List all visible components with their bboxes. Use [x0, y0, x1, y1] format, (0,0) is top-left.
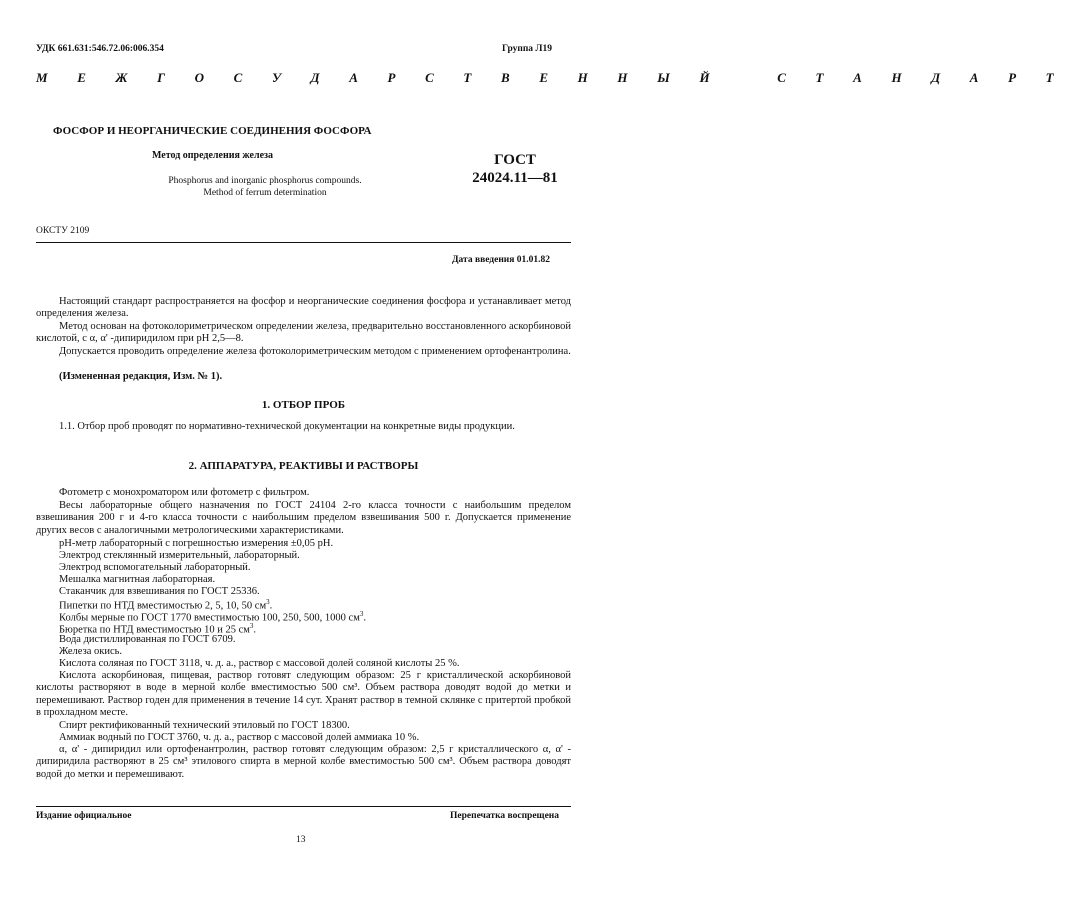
dipyridyl-paragraph: α, α' - дипиридил или ортофенантролин, раствор готовят следующим образом: 2,5 г кристаллического α, α' - дипиридила растворяют в 25 см³ этилового спирта в мерной колбе вместимостью 500 см³. Объем раствора доводят водой до метки и перемешивают. — [36, 744, 571, 780]
document-title: ФОСФОР И НЕОРГАНИЧЕСКИЕ СОЕДИНЕНИЯ ФОСФОРА — [53, 125, 372, 137]
intro-date — [452, 255, 550, 265]
section-2-heading: 2. АППАРАТУРА, РЕАКТИВЫ И РАСТВОРЫ — [188, 460, 419, 472]
banner-word-1: М Е Ж Г О С У Д А Р С Т В Е Н Н Ы Й — [36, 70, 723, 85]
equipment-item: Мешалка магнитная лабораторная. — [59, 574, 216, 585]
amendment-note: (Измененная редакция, Изм. № 1). — [59, 371, 223, 382]
method-subtitle: Метод определения железа — [152, 150, 274, 161]
udk-code: УДК 661.631:546.72.06:006.354 — [36, 44, 164, 54]
intro-date-label: Дата введения — [452, 255, 515, 265]
intro-paragraph-2: Метод основан на фотоколориметрическом определении железа, предварительно восстановленного аскорбиновой кислотой, с α, α' -дипиридилом при pH 2,5—8. — [36, 321, 571, 345]
reagent-item: Железа окись. — [59, 646, 123, 657]
flasks-item: Колбы мерные по ГОСТ 1770 вместимостью 100, 250, 500, 1000 $см^3$. — [59, 610, 366, 624]
intro-date-value: 01.01.82 — [516, 255, 551, 265]
pipettes-item: Пипетки по НТД вместимостью 2, 5, 10, 50 $см^3$. — [59, 598, 273, 612]
reprint-notice: Перепечатка воспрещена — [450, 811, 560, 821]
equipment-item: Электрод стеклянный измерительный, лабораторный. — [59, 550, 300, 561]
english-title-2: Method of ferrum determination — [203, 188, 327, 198]
group-code: Группа Л19 — [502, 44, 553, 54]
photometer-line: Фотометр с монохроматором или фотометр с фильтром. — [59, 487, 310, 498]
divider-top — [36, 242, 571, 243]
reagent-item: Кислота соляная по ГОСТ 3118, ч. д. а., раствор с массовой долей соляной кислоты 25 %. — [59, 658, 460, 669]
intro-paragraph-1: Настоящий стандарт распространяется на фосфор и неорганические соединения фосфора и устанавливает метод определения железа. — [36, 296, 571, 320]
ascorbic-acid-paragraph: Кислота аскорбиновая, пищевая, раствор готовят следующим образом: 25 г кристаллической аскорбиновой кислоты растворяют в воде в мерной колбе вместимостью 500 см³. Объем раствора доводят водой до метки и перемешивают. Раствор годен для применения в течение 14 сут. Хранят раствор в темной склянке с притертой пробкой в прохладном месте. — [36, 670, 571, 719]
banner-word-2: С Т А Н Д А Р Т — [777, 70, 1067, 85]
divider-bottom — [36, 806, 571, 807]
intro-paragraph-3: Допускается проводить определение железа фотоколориметрическим методом с применением ортофенантролина. — [59, 346, 571, 357]
ammonia-item: Аммиак водный по ГОСТ 3760, ч. д. а., раствор с массовой долей аммиака 10 %. — [59, 732, 420, 743]
section-1-paragraph: 1.1. Отбор проб проводят по нормативно-технической документации на конкретные виды продукции. — [59, 421, 515, 432]
section-1-heading: 1. ОТБОР ПРОБ — [261, 399, 346, 411]
pipettes-text: Пипетки по НТД вместимостью 2, 5, 10, 50 см — [59, 600, 267, 612]
standard-banner — [36, 70, 1067, 86]
equipment-item: Электрод вспомогательный лабораторный. — [59, 562, 251, 573]
equipment-item: pH-метр лабораторный с погрешностью измерения ±0,05 pH. — [59, 538, 334, 549]
cube-superscript: 3 — [359, 610, 364, 618]
okstu-code: ОКСТУ 2109 — [36, 226, 90, 236]
gost-number: 24024.11—81 — [472, 170, 558, 186]
page-number: 13 — [296, 835, 306, 845]
gost-label: ГОСТ — [494, 152, 536, 168]
reagent-item: Вода дистиллированная по ГОСТ 6709. — [59, 634, 236, 645]
burette-text: Бюретка по НТД вместимостью 10 и 25 см — [59, 624, 250, 636]
cube-superscript: 3 — [266, 598, 270, 606]
official-edition: Издание официальное — [36, 811, 132, 821]
equipment-item: Стаканчик для взвешивания по ГОСТ 25336. — [59, 586, 260, 597]
scales-paragraph: Весы лабораторные общего назначения по ГОСТ 24104 2-го класса точности с наибольшим пределом взвешивания 200 г и 4-го класса точности с наибольшим пределом взвешивания 500 г. Допускается применение других весов с аналогичными метрологическими характеристиками. — [36, 500, 571, 536]
english-title-1: Phosphorus and inorganic phosphorus compounds. — [168, 176, 362, 186]
cube-superscript: 3 — [249, 622, 254, 630]
ethanol-item: Спирт ректификованный технический этиловый по ГОСТ 18300. — [59, 720, 350, 731]
flasks-text: Колбы мерные по ГОСТ 1770 вместимостью 100, 250, 500, 1000 см — [59, 612, 360, 624]
burette-item: Бюретка по НТД вместимостью 10 и 25 $см^3$. — [59, 622, 257, 636]
